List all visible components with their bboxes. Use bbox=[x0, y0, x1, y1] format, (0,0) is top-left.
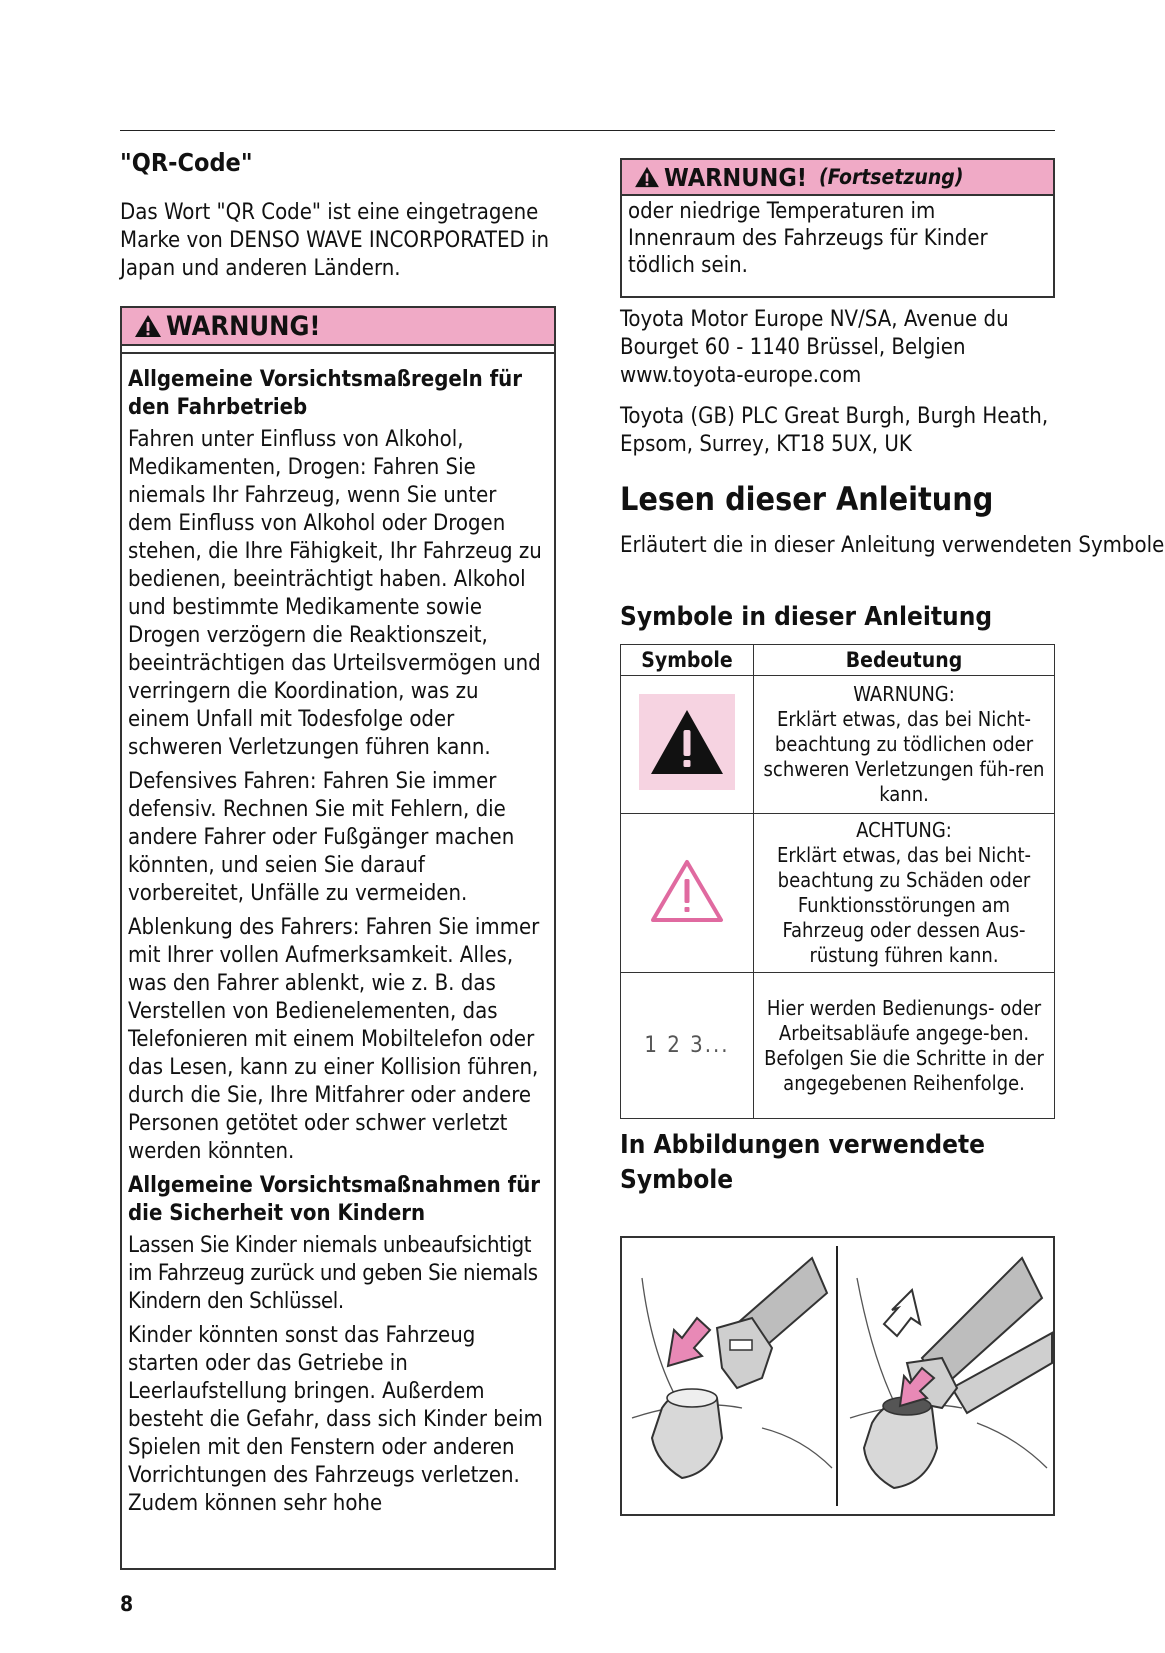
section-subtitle: Erläutert die in dieser Anleitung verwendeten Symbole bbox=[620, 533, 1165, 558]
address-europe: Toyota Motor Europe NV/SA, Avenue du Bourget 60 - 1140 Brüssel, Belgien www.toyota-europe.com bbox=[620, 307, 1009, 388]
warning-label: WARNUNG! bbox=[664, 162, 808, 192]
warning-header bbox=[122, 308, 554, 346]
meaning-text-warning: Erklärt etwas, das bei Nicht-beachtung zu tödlichen oder schweren Verletzungen füh-ren kann. bbox=[763, 707, 1045, 806]
warning-heading-driving: Allgemeine Vorsichtsmaßregeln für den Fahrbetrieb bbox=[128, 367, 523, 420]
warning-paragraph-distraction: Ablenkung des Fahrers: Fahren Sie immer mit Ihrer vollen Aufmerksamkeit. Alles, was den Fahrer ablenkt, wie z. B. das Verstellen von Bedienelementen, das Telefonieren mit einem Mobiltelefon oder das Lesen, kann zu einer Kollision führen, durch die Sie, Ihre Mitfahrer oder andere Personen getötet oder schwer verletzt werden könnten. bbox=[128, 915, 540, 1164]
caution-symbol-icon bbox=[649, 857, 725, 925]
meaning-cell-warning bbox=[754, 676, 1055, 814]
warning-content-frame bbox=[122, 352, 554, 1568]
qr-section bbox=[120, 148, 556, 283]
warning-paragraph-defensive: Defensives Fahren: Fahren Sie immer defensiv. Rechnen Sie mit Fehlern, die andere Fahrer oder Fußgänger machen könnten, und seien Sie darauf vorbereitet, Unfälle zu vermeiden. bbox=[128, 769, 515, 906]
table-header-meaning: Bedeutung bbox=[754, 645, 1055, 676]
seatbelt-figure bbox=[622, 1238, 1053, 1514]
warning-continued-label: (Fortsetzung) bbox=[819, 165, 964, 189]
illustration-symbols-heading: In Abbildungen verwendete Symbole bbox=[620, 1130, 986, 1195]
warning-heading-children: Allgemeine Vorsichtsmaßnahmen für die Sicherheit von Kindern bbox=[128, 1173, 541, 1226]
warning-box-right bbox=[620, 158, 1055, 298]
warning-continued-text: oder niedrige Temperaturen im Innenraum des Fahrzeugs für Kinder tödlich sein. bbox=[628, 199, 988, 278]
meaning-cell-caution bbox=[754, 814, 1055, 973]
section-title: Lesen dieser Anleitung bbox=[620, 480, 994, 518]
warning-icon bbox=[134, 314, 162, 338]
meaning-text-steps: Hier werden Bedienungs- oder Arbeitsabläufe angege-ben. Befolgen Sie die Schritte in der angegebenen Reihenfolge. bbox=[764, 995, 1044, 1095]
warning-paragraph-children: Lassen Sie Kinder niemals unbeaufsichtigt im Fahrzeug zurück und geben Sie niemals Kindern den Schlüssel. bbox=[128, 1233, 538, 1314]
symbols-heading: Symbole in dieser Anleitung bbox=[620, 602, 993, 632]
qr-title: "QR-Code" bbox=[120, 148, 253, 177]
symbol-cell-steps bbox=[621, 973, 754, 1119]
table-header-row bbox=[621, 645, 1055, 676]
qr-text: Das Wort "QR Code" ist eine eingetragene Marke von DENSO WAVE INCORPORATED in Japan und anderen Ländern. bbox=[120, 200, 550, 281]
address-uk: Toyota (GB) PLC Great Burgh, Burgh Heath, Epsom, Surrey, KT18 5UX, UK bbox=[620, 404, 1049, 457]
symbol-cell-caution bbox=[621, 814, 754, 973]
symbol-cell-warning bbox=[621, 676, 754, 814]
meaning-cell-steps bbox=[754, 973, 1055, 1119]
steps-symbol: 1 2 3... bbox=[644, 1033, 730, 1058]
meaning-title-caution: ACHTUNG: bbox=[856, 818, 952, 842]
table-row bbox=[621, 814, 1055, 973]
warning-box-left bbox=[120, 306, 556, 1570]
symbols-table bbox=[620, 644, 1055, 1119]
meaning-text-caution: Erklärt etwas, das bei Nicht-beachtung zu Schäden oder Funktionsstörungen am Fahrzeug oder dessen Aus-rüstung führen kann. bbox=[776, 843, 1032, 967]
warning-paragraph-children-risk: Kinder könnten sonst das Fahrzeug starten oder das Getriebe in Leerlaufstellung bringen. Außerdem besteht die Gefahr, dass sich Kinder beim Spielen mit den Fenstern oder anderen Vorrichtungen des Fahrzeugs verletzen. Zudem können sehr hohe bbox=[128, 1323, 543, 1516]
warning-label: WARNUNG! bbox=[166, 310, 321, 342]
warning-symbol-icon bbox=[639, 694, 735, 790]
seatbelt-illustration bbox=[620, 1236, 1055, 1516]
warning-icon bbox=[634, 166, 660, 188]
top-rule bbox=[120, 130, 1055, 131]
table-row bbox=[621, 676, 1055, 814]
table-header-symbols: Symbole bbox=[621, 645, 754, 676]
page-number: 8 bbox=[120, 1592, 134, 1616]
meaning-title-warning: WARNUNG: bbox=[853, 682, 955, 706]
warning-header-continued bbox=[622, 160, 1053, 196]
warning-body bbox=[122, 354, 554, 1518]
table-row bbox=[621, 973, 1055, 1119]
warning-paragraph-alcohol: Fahren unter Einfluss von Alkohol, Medikamenten, Drogen: Fahren Sie niemals Ihr Fahrzeug, wenn Sie unter dem Einfluss von Alkohol oder Drogen stehen, die Ihre Fähigkeit, Ihr Fahrzeug zu bedienen, beeinträchtigt haben. Alkohol und bestimmte Medikamente sowie Drogen verzögern die Reaktionszeit, beeinträchtigen das Urteilsvermögen und verringern die Koordination, was zu einem Unfall mit Todesfolge oder schweren Verletzungen führen kann. bbox=[128, 427, 542, 760]
